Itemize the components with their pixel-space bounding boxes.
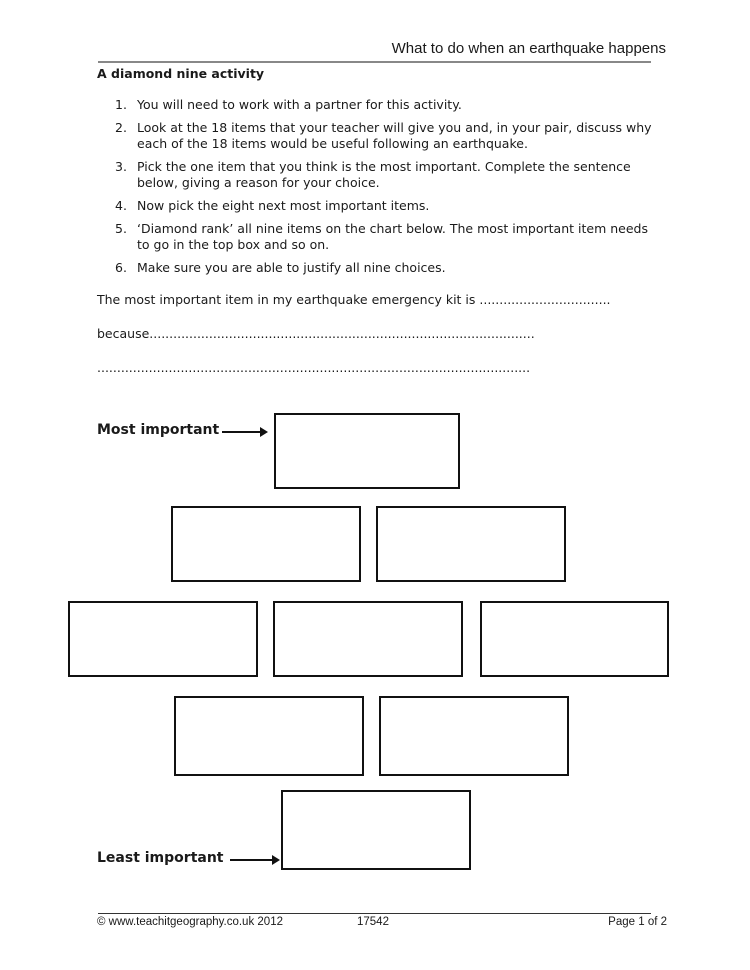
- header-divider: [98, 61, 651, 63]
- step-text: ‘Diamond rank’ all nine items on the chart below. The most important item needs to go in the top box and so on.: [137, 221, 648, 252]
- instruction-step: [115, 198, 655, 214]
- instruction-list: [115, 97, 655, 283]
- step-text: Look at the 18 items that your teacher will give you and, in your pair, discuss why each of the 18 items would be useful following an earthquake.: [137, 120, 652, 151]
- instruction-step: [115, 120, 655, 152]
- footer-copyright: © www.teachitgeography.co.uk 2012: [97, 916, 283, 928]
- arrow-right-icon: [230, 859, 278, 861]
- instruction-step: [115, 159, 655, 191]
- diamond-box-rank-3a[interactable]: [68, 601, 258, 677]
- diamond-box-rank-1[interactable]: [274, 413, 460, 489]
- step-text: Pick the one item that you think is the most important. Complete the sentence below, giving a reason for your choice.: [137, 159, 631, 190]
- activity-title: A diamond nine activity: [97, 66, 265, 81]
- step-number: 6.: [115, 260, 127, 275]
- diamond-box-rank-3b[interactable]: [273, 601, 463, 677]
- least-important-label: Least important: [97, 850, 224, 866]
- diamond-box-rank-2b[interactable]: [376, 506, 566, 582]
- step-number: 2.: [115, 120, 127, 135]
- diamond-box-rank-4b[interactable]: [379, 696, 569, 776]
- most-important-sentence-field[interactable]: The most important item in my earthquake emergency kit is .................................: [97, 292, 611, 307]
- step-number: 5.: [115, 221, 127, 236]
- step-text: Now pick the eight next most important items.: [137, 198, 430, 213]
- diamond-box-rank-5[interactable]: [281, 790, 471, 870]
- step-number: 1.: [115, 97, 127, 112]
- footer-page-number: Page 1 of 2: [608, 916, 667, 928]
- step-text: You will need to work with a partner for this activity.: [137, 97, 462, 112]
- instruction-step: [115, 221, 655, 253]
- diamond-box-rank-2a[interactable]: [171, 506, 361, 582]
- because-field[interactable]: because.................................................................................................: [97, 326, 535, 341]
- step-text: Make sure you are able to justify all nine choices.: [137, 260, 446, 275]
- most-important-label: Most important: [97, 422, 220, 438]
- reason-continuation-field[interactable]: .............................................................................................................: [97, 360, 531, 375]
- footer-divider: [98, 913, 651, 914]
- step-number: 3.: [115, 159, 127, 174]
- diamond-box-rank-4a[interactable]: [174, 696, 364, 776]
- step-number: 4.: [115, 198, 127, 213]
- arrow-right-icon: [222, 431, 266, 433]
- diamond-box-rank-3c[interactable]: [480, 601, 669, 677]
- footer-document-code: 17542: [357, 916, 389, 928]
- document-header-title: What to do when an earthquake happens: [391, 40, 666, 57]
- instruction-step: [115, 97, 655, 113]
- instruction-step: [115, 260, 655, 276]
